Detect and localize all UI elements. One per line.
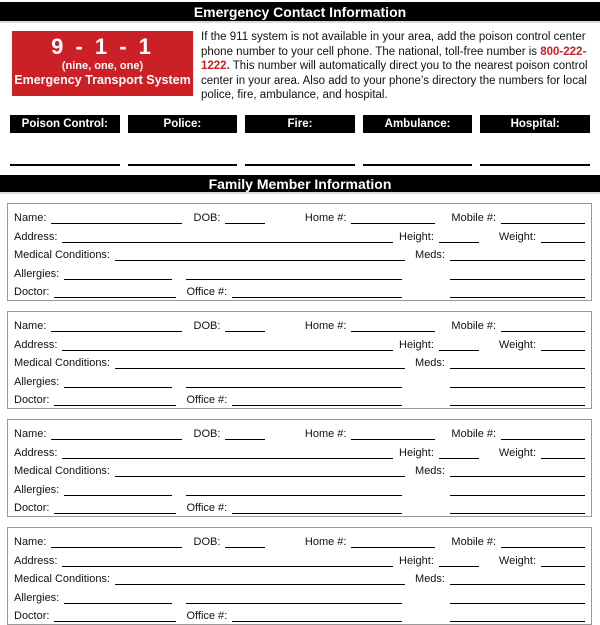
meds-continuation-line-2	[450, 405, 585, 406]
intro-section	[12, 31, 600, 103]
emergency-contacts-row	[10, 115, 590, 133]
address-label: Address:	[14, 446, 58, 459]
address-label: Address:	[14, 338, 58, 351]
allergies-continuation-line	[186, 495, 402, 496]
medical-conditions-blank-line	[115, 476, 405, 477]
member-row-medical	[14, 245, 585, 264]
meds-label: Meds:	[415, 357, 445, 370]
office-number-label: Office #:	[186, 286, 228, 299]
medical-conditions-label: Medical Conditions:	[14, 465, 110, 478]
mobile-number-label: Mobile #:	[451, 320, 497, 333]
allergies-blank-line	[64, 495, 172, 496]
address-blank-line	[62, 242, 393, 243]
911-caption: Emergency Transport System	[14, 73, 191, 87]
home-number-blank-line	[351, 547, 435, 548]
address-label: Address:	[14, 554, 58, 567]
address-blank-line	[62, 566, 393, 567]
height-blank-line	[439, 350, 479, 351]
contact-label-police: Police:	[128, 115, 238, 133]
weight-label: Weight:	[498, 230, 536, 243]
contact-label-hospital: Hospital:	[480, 115, 590, 133]
office-number-label: Office #:	[186, 502, 228, 515]
member-row-doctor	[14, 282, 585, 301]
member-row-name	[14, 532, 585, 551]
member-row-address	[14, 226, 585, 245]
blank-line-fire	[245, 164, 355, 166]
family-member-block	[7, 419, 592, 517]
member-row-allergies	[14, 587, 585, 606]
doctor-label: Doctor:	[14, 502, 50, 515]
allergies-label: Allergies:	[14, 267, 60, 280]
height-label: Height:	[399, 554, 434, 567]
home-number-blank-line	[351, 439, 435, 440]
height-blank-line	[439, 242, 479, 243]
intro-paragraph	[201, 30, 595, 103]
weight-blank-line	[541, 458, 585, 459]
allergies-blank-line	[64, 279, 172, 280]
family-members	[0, 203, 600, 625]
meds-label: Meds:	[415, 249, 445, 262]
office-number-blank-line	[232, 297, 402, 298]
office-number-blank-line	[232, 513, 402, 514]
blank-line-police	[128, 164, 238, 166]
home-number-label: Home #:	[304, 320, 347, 333]
medical-conditions-label: Medical Conditions:	[14, 249, 110, 262]
member-row-doctor	[14, 606, 585, 625]
member-row-medical	[14, 353, 585, 372]
home-number-label: Home #:	[304, 212, 347, 225]
member-row-address	[14, 334, 585, 353]
meds-blank-line	[450, 584, 585, 585]
doctor-label: Doctor:	[14, 286, 50, 299]
family-section-title: Family Member Information	[0, 175, 600, 194]
home-number-blank-line	[351, 223, 435, 224]
doctor-blank-line	[54, 513, 176, 514]
family-member-block	[7, 203, 592, 301]
family-member-block	[7, 311, 592, 409]
address-blank-line	[62, 350, 393, 351]
weight-label: Weight:	[498, 338, 536, 351]
allergies-blank-line	[64, 387, 172, 388]
family-member-block	[7, 527, 592, 625]
member-row-name	[14, 208, 585, 227]
name-blank-line	[51, 547, 181, 548]
weight-blank-line	[541, 242, 585, 243]
medical-conditions-blank-line	[115, 260, 405, 261]
name-blank-line	[51, 439, 181, 440]
meds-blank-line	[450, 476, 585, 477]
name-label: Name:	[14, 212, 47, 225]
name-label: Name:	[14, 536, 47, 549]
name-blank-line	[51, 331, 181, 332]
height-label: Height:	[399, 338, 434, 351]
allergies-blank-line	[64, 603, 172, 604]
meds-label: Meds:	[415, 465, 445, 478]
member-row-name	[14, 424, 585, 443]
meds-label: Meds:	[415, 573, 445, 586]
mobile-number-label: Mobile #:	[451, 536, 497, 549]
member-row-allergies	[14, 371, 585, 390]
dob-label: DOB:	[193, 212, 221, 225]
contact-label-fire: Fire:	[245, 115, 355, 133]
allergies-label: Allergies:	[14, 483, 60, 496]
member-row-name	[14, 316, 585, 335]
contact-label-poison-control: Poison Control:	[10, 115, 120, 133]
allergies-label: Allergies:	[14, 591, 60, 604]
dob-label: DOB:	[193, 428, 221, 441]
meds-continuation-line-2	[450, 513, 585, 514]
member-row-allergies	[14, 263, 585, 282]
mobile-number-label: Mobile #:	[451, 428, 497, 441]
member-row-address	[14, 442, 585, 461]
member-row-address	[14, 550, 585, 569]
page-title: Emergency Contact Information	[0, 2, 600, 23]
address-blank-line	[62, 458, 393, 459]
doctor-blank-line	[54, 297, 176, 298]
home-number-label: Home #:	[304, 428, 347, 441]
height-label: Height:	[399, 230, 434, 243]
doctor-label: Doctor:	[14, 394, 50, 407]
name-label: Name:	[14, 320, 47, 333]
blank-line-poison-control	[10, 164, 120, 166]
911-subtitle: (nine, one, one)	[61, 60, 144, 72]
intro-text-after: This number will automatically direct you to the nearest poison control center in your area. Also add to your phone’s directory the numbers for local police, fire, ambulance, and hospital.	[201, 60, 588, 102]
911-title: 9 - 1 - 1	[51, 34, 154, 59]
dob-label: DOB:	[193, 536, 221, 549]
weight-label: Weight:	[498, 554, 536, 567]
height-blank-line	[439, 458, 479, 459]
member-row-medical	[14, 461, 585, 480]
dob-label: DOB:	[193, 320, 221, 333]
name-label: Name:	[14, 428, 47, 441]
blank-line-ambulance	[363, 164, 473, 166]
medical-conditions-label: Medical Conditions:	[14, 357, 110, 370]
meds-continuation-line	[450, 603, 585, 604]
dob-blank-line	[225, 547, 264, 548]
mobile-number-blank-line	[501, 223, 585, 224]
mobile-number-blank-line	[501, 547, 585, 548]
intro-text-before: If the 911 system is not available in your area, add the poison control center phone number to your cell phone. The national, toll-free number is	[201, 31, 586, 58]
office-number-label: Office #:	[186, 610, 228, 623]
emergency-contacts-blank-lines	[10, 164, 590, 166]
doctor-blank-line	[54, 621, 176, 622]
dob-blank-line	[225, 223, 264, 224]
meds-continuation-line	[450, 387, 585, 388]
blank-line-hospital	[480, 164, 590, 166]
office-number-blank-line	[232, 405, 402, 406]
address-label: Address:	[14, 230, 58, 243]
member-row-doctor	[14, 498, 585, 517]
allergies-label: Allergies:	[14, 375, 60, 388]
mobile-number-blank-line	[501, 439, 585, 440]
allergies-continuation-line	[186, 279, 402, 280]
poison-control-number: 800-222-1222.	[201, 45, 587, 73]
meds-continuation-line-2	[450, 297, 585, 298]
name-blank-line	[51, 223, 181, 224]
doctor-blank-line	[54, 405, 176, 406]
medical-conditions-blank-line	[115, 368, 405, 369]
meds-continuation-line	[450, 495, 585, 496]
dob-blank-line	[225, 331, 264, 332]
weight-blank-line	[541, 566, 585, 567]
meds-blank-line	[450, 260, 585, 261]
allergies-continuation-line	[186, 603, 402, 604]
weight-blank-line	[541, 350, 585, 351]
home-number-blank-line	[351, 331, 435, 332]
home-number-label: Home #:	[304, 536, 347, 549]
member-row-medical	[14, 569, 585, 588]
meds-blank-line	[450, 368, 585, 369]
dob-blank-line	[225, 439, 264, 440]
medical-conditions-label: Medical Conditions:	[14, 573, 110, 586]
office-number-blank-line	[232, 621, 402, 622]
allergies-continuation-line	[186, 387, 402, 388]
weight-label: Weight:	[498, 446, 536, 459]
height-blank-line	[439, 566, 479, 567]
meds-continuation-line-2	[450, 621, 585, 622]
meds-continuation-line	[450, 279, 585, 280]
member-row-doctor	[14, 390, 585, 409]
contact-label-ambulance: Ambulance:	[363, 115, 473, 133]
office-number-label: Office #:	[186, 394, 228, 407]
mobile-number-label: Mobile #:	[451, 212, 497, 225]
member-row-allergies	[14, 479, 585, 498]
medical-conditions-blank-line	[115, 584, 405, 585]
911-panel	[12, 31, 193, 96]
height-label: Height:	[399, 446, 434, 459]
mobile-number-blank-line	[501, 331, 585, 332]
doctor-label: Doctor:	[14, 610, 50, 623]
